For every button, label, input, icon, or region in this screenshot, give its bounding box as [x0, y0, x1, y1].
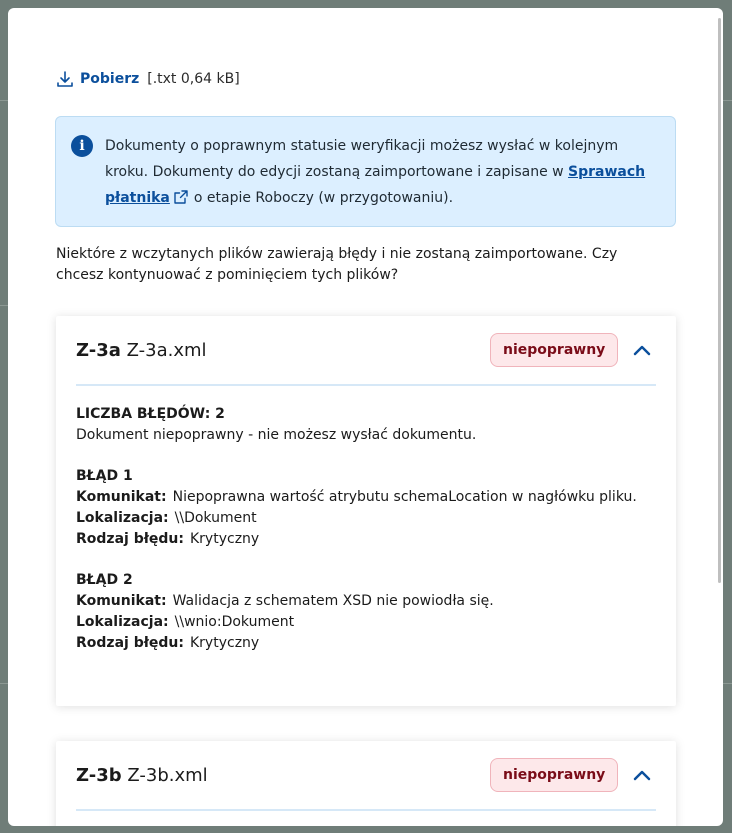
- status-badge: niepoprawny: [490, 333, 618, 367]
- error-location-row: [76, 508, 656, 529]
- error-count: LICZBA BŁĘDÓW: 2: [76, 406, 225, 422]
- card-divider: [76, 384, 656, 386]
- error-title: BŁĄD 1: [76, 468, 133, 484]
- error-location-row: [76, 612, 656, 633]
- location-value: \\wnio:Dokument: [174, 614, 295, 630]
- chevron-up-icon[interactable]: [631, 340, 653, 362]
- background-line: [0, 683, 8, 684]
- background-line: [0, 305, 8, 306]
- confirm-question: Niektóre z wczytanych plików zawierają błędy i nie zostaną zaimportowane. Czy chcesz kontynuować z pominięciem tych plików?: [56, 246, 618, 283]
- info-text-after: o etapie Roboczy (w przygotowaniu).: [193, 190, 454, 206]
- file-meta: [.txt 0,64 kB]: [147, 71, 240, 87]
- type-value: Krytyczny: [190, 635, 260, 651]
- error-type-row: [76, 633, 656, 654]
- download-link[interactable]: [56, 68, 240, 90]
- scrollbar[interactable]: [718, 18, 721, 583]
- download-label[interactable]: Pobierz: [80, 71, 140, 87]
- info-text: [105, 133, 665, 211]
- message-label: Komunikat:: [76, 593, 167, 609]
- background-line: [723, 100, 732, 101]
- status-badge: niepoprawny: [490, 758, 618, 792]
- info-icon: i: [71, 135, 93, 157]
- file-name: Z-3b.xml: [127, 765, 208, 786]
- download-icon: [56, 70, 74, 88]
- background-line: [0, 100, 8, 101]
- card-divider: [76, 809, 656, 811]
- location-value: \\Dokument: [174, 510, 257, 526]
- message-value: Niepoprawna wartość atrybutu schemaLocation w nagłówku pliku.: [172, 489, 637, 505]
- file-code: Z-3b: [76, 765, 122, 786]
- error-type-row: [76, 529, 656, 550]
- file-card: [56, 741, 676, 826]
- error-title: BŁĄD 2: [76, 572, 133, 588]
- info-banner: [55, 116, 676, 227]
- card-title: [76, 340, 207, 361]
- external-link-icon[interactable]: [174, 190, 188, 204]
- sprawy-platnika-link[interactable]: Sprawach płatnika: [105, 164, 646, 206]
- error-summary: Dokument niepoprawny - nie możesz wysłać dokumentu.: [76, 427, 477, 443]
- location-label: Lokalizacja:: [76, 510, 169, 526]
- type-label: Rodzaj błędu:: [76, 635, 184, 651]
- error-message-row: [76, 591, 656, 612]
- location-label: Lokalizacja:: [76, 614, 169, 630]
- chevron-up-icon[interactable]: [631, 765, 653, 787]
- import-dialog: [8, 8, 723, 826]
- message-label: Komunikat:: [76, 489, 167, 505]
- message-value: Walidacja z schematem XSD nie powiodła się.: [172, 593, 494, 609]
- error-message-row: [76, 487, 656, 508]
- card-title: [76, 765, 208, 786]
- card-header[interactable]: [76, 755, 656, 797]
- info-text-before: Dokumenty o poprawnym statusie weryfikacji możesz wysłać w kolejnym kroku. Dokumenty do edycji zostaną zaimportowane i zapisane w: [105, 138, 619, 180]
- file-name: Z-3a.xml: [126, 340, 207, 361]
- card-header[interactable]: [76, 330, 656, 372]
- card-body: [76, 404, 656, 654]
- type-label: Rodzaj błędu:: [76, 531, 184, 547]
- file-code: Z-3a: [76, 340, 121, 361]
- background-line: [723, 683, 732, 684]
- type-value: Krytyczny: [190, 531, 260, 547]
- file-card: [56, 316, 676, 706]
